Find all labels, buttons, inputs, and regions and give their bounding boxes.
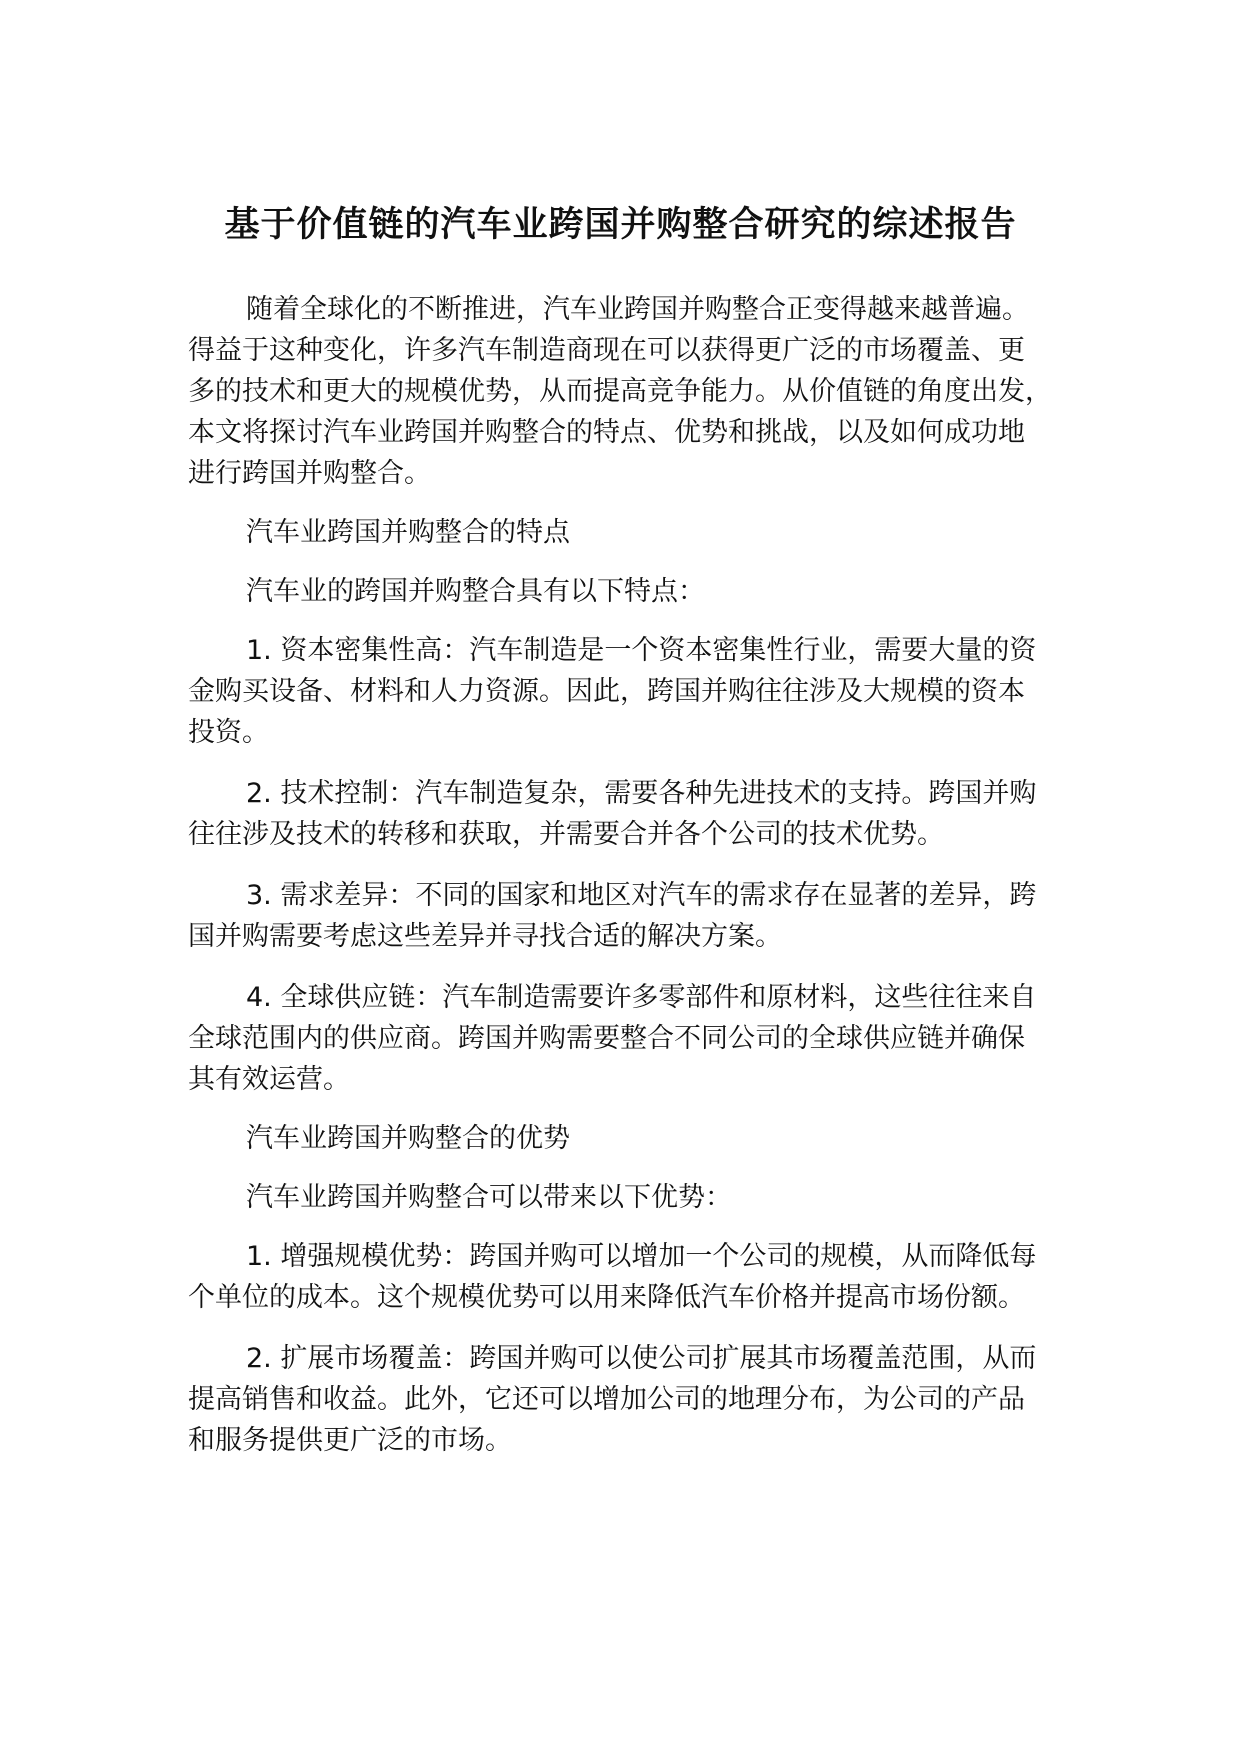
advantage-item-2: 2. 扩展市场覆盖：跨国并购可以使公司扩展其市场覆盖范围，从而 提高销售和收益。此外，它还可以增加公司的地理分布，为公司的产品 和服务提供更广泛的市场。 [188, 1343, 1037, 1456]
feature-item-2: 2. 技术控制：汽车制造复杂，需要各种先进技术的支持。跨国并购 往往涉及技术的转移和获取，并需要合并各个公司的技术优势。 [188, 778, 1037, 850]
document-body [188, 289, 1076, 1461]
features-intro-paragraph: 汽车业的跨国并购整合具有以下特点： [246, 576, 705, 607]
section-heading-features: 汽车业跨国并购整合的特点 [246, 517, 570, 548]
feature-item-4: 4. 全球供应链：汽车制造需要许多零部件和原材料，这些往往来自 全球范围内的供应商。跨国并购需要整合不同公司的全球供应链并确保 其有效运营。 [188, 982, 1037, 1095]
feature-item-3: 3. 需求差异：不同的国家和地区对汽车的需求存在显著的差异，跨 国并购需要考虑这些差异并寻找合适的解决方案。 [188, 880, 1037, 952]
document-title: 基于价值链的汽车业跨国并购整合研究的综述报告 [224, 205, 1017, 246]
section-heading-advantages: 汽车业跨国并购整合的优势 [246, 1123, 570, 1154]
advantage-item-1: 1. 增强规模优势：跨国并购可以增加一个公司的规模，从而降低每 个单位的成本。这个规模优势可以用来降低汽车价格并提高市场份额。 [188, 1241, 1037, 1313]
advantages-intro-paragraph: 汽车业跨国并购整合可以带来以下优势： [246, 1182, 732, 1213]
feature-item-1: 1. 资本密集性高：汽车制造是一个资本密集性行业，需要大量的资 金购买设备、材料和人力资源。因此，跨国并购往往涉及大规模的资本 投资。 [188, 635, 1037, 748]
intro-paragraph: 随着全球化的不断推进，汽车业跨国并购整合正变得越来越普遍。 得益于这种变化，许多汽车制造商现在可以获得更广泛的市场覆盖、更 多的技术和更大的规模优势，从而提高竞争能力。从价值链的角度出发， 本文将探讨汽车业跨国并购整合的特点、优势和挑战，以及如何成功地 进行跨国并购整合。 [188, 294, 1052, 489]
